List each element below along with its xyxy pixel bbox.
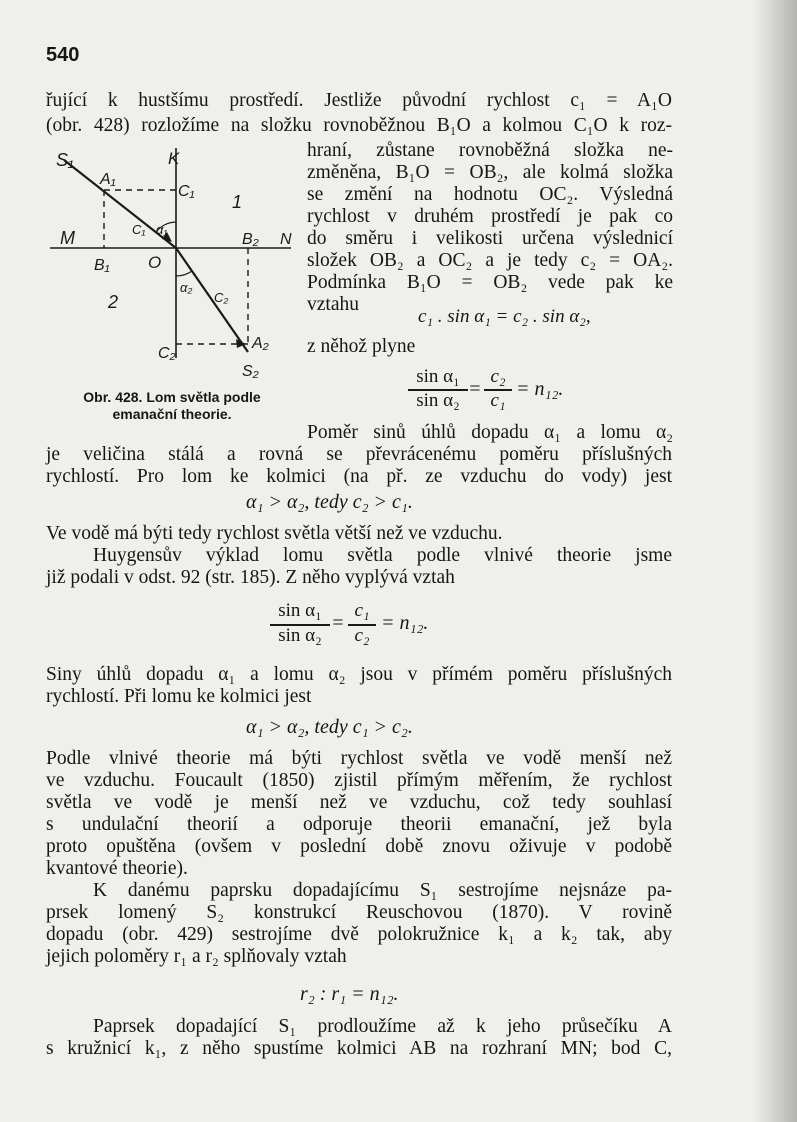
fraction-velocity-ratio: c₂ c₁ — [484, 366, 512, 412]
side-text-line: se změní na hodnotu OC₂. Výsledná — [307, 184, 673, 205]
text-line: rychlostí. Při lomu ke kolmici jest — [46, 686, 312, 707]
label-medium-1: 1 — [232, 192, 243, 212]
book-page: 540 řující k hustšímu prostředí. Jestliže původní rychlost c₁ = A₁O (obr. 428) rozložíme na složku rovnoběžnou B₁O a kolmou C₁O k roz- hraní, zůstane rovnoběžná složka ne- změněna, B₁O = OB₂, ale kolmá složka se změní na hodnotu OC₂. Výsledná rychlost v druhém prostředí je pak co do směru i velikosti určena výslednicí složek OB₂ a OC₂ a je tedy c₂ = OA₂. Podmínka B₁O = OB₂ vede pak ke vztahu c₁ . sin α₁ = c₂ . sin α₂, z něhož plyne sin α₁ sin α₂ = c₂ c₁ = n₁₂. S₁ K A₁ C₁ C₁ α₁ 1 M B₁ O B₂ N 2 α₂ C₂ C₂ A₂ S₂ Obr. 428. Lom světla podle emanační theorie. Poměr sinů úhlů dopadu α₁ a lomu α₂ je veličina stálá a rovná se převrácenému poměru příslušných rychlostí. Pro lom ke kolmici (na př. ze vzduchu do vody) jest α₁ > α₂, tedy c₂ > c₁. Ve vodě má býti tedy rychlost světla větší než ve vzduchu. Huygensův výklad lomu světla podle vlnivé theorie jsme již podali v odst. 92 (str. 185). Z něho vyplývá vztah sin α₁ sin α₂ = c₁ c₂ = n₁₂. Siny úhlů dopadu α₁ a lomu α₂ jsou v přímém poměru příslušných rychlostí. Při lomu ke kolmici jest α₁ > α₂, tedy c₁ > c₂. Podle vlnivé theorie má býti rychlost světla ve vodě menší než ve vzduchu. Foucault (1850) zjistil přímým měřením, že rychlost světla ve vodě je menší než ve vzduchu, což tedy souhlasí s undulační theorií a odporuje theorii emanační, jež byla proto opuštěna (ovšem v poslední době znovu oživuje v podobě kvantové theorie). K danému paprsku dopadajícímu S₁ sestrojíme nejsnáze pa- prsek lomený S₂ konstrukcí Reuschovou (1870). V rovině dopadu (obr. 429) sestrojíme dvě polokružnice k₁ a k₂ tak, aby jejich poloměry r₁ a r₂ splňovaly vztah r₂ : r₁ = n₁₂. Paprsek dopadající S₁ prodloužíme až k jeho průsečíku A s kružnicí k₁, z něho spustíme kolmici AB na rozhraní MN; bod C, — [0, 0, 797, 1122]
formula-snell-emanation: c₁ . sin α₁ = c₂ . sin α₂, — [418, 306, 591, 327]
label-N: N — [280, 231, 292, 248]
text-line: světla ve vodě je menší než ve vzduchu, což tedy souhlasí — [46, 792, 672, 813]
label-O: O — [148, 253, 162, 272]
figure-caption-line: Obr. 428. Lom světla podle — [83, 389, 261, 405]
text-line: jejich poloměry r₁ a r₂ splňovaly vztah — [46, 946, 347, 967]
refracted-ray — [176, 248, 248, 352]
text-line: rychlostí. Pro lom ke kolmici (na př. ze vzduchu do vody) jest — [46, 466, 672, 487]
text-line: je veličina stálá a rovná se převrácenému poměru příslušných — [46, 444, 672, 465]
text-line: Ve vodě má býti tedy rychlost světla větší než ve vzduchu. — [46, 523, 503, 544]
text-line: K danému paprsku dopadajícímu S₁ sestrojíme nejsnáze pa- — [93, 880, 672, 901]
formula-inequality: α₁ > α₂, tedy c₁ > c₂. — [246, 716, 413, 738]
text-line: Siny úhlů dopadu α₁ a lomu α₂ jsou v přímém poměru příslušných — [46, 664, 672, 685]
text-line: kvantové theorie). — [46, 858, 188, 879]
label-S1: S₁ — [56, 150, 74, 170]
side-text-line: Podmínka B₁O = OB₂ vede pak ke — [307, 272, 673, 293]
text-line: s kružnicí k₁, z něho spustíme kolmici AB na rozhraní MN; bod C, — [46, 1038, 672, 1059]
refractive-index: = n₁₂. — [381, 612, 429, 634]
fraction-sin-ratio-wave: sin α₁ sin α₂ — [270, 600, 330, 648]
text-line: Huygensův výklad lomu světla podle vlnivé theorie jsme — [93, 545, 672, 566]
label-medium-2: 2 — [108, 292, 119, 312]
text-line: Podle vlnivé theorie má býti rychlost světla ve vodě menší než — [46, 748, 672, 769]
label-C2-mid: C₂ — [214, 290, 229, 305]
label-C1-top: C₁ — [178, 183, 195, 200]
label-alpha1: α₁ — [156, 222, 168, 237]
label-K: K — [168, 149, 180, 168]
label-B1: B₁ — [94, 257, 110, 274]
text-line: z něhož plyne — [307, 336, 416, 357]
page-edge-shadow — [753, 0, 797, 1122]
text-line: Paprsek dopadající S₁ prodloužíme až k jeho průsečíku A — [93, 1016, 672, 1037]
text-line: prsek lomený S₂ konstrukcí Reuschovou (1870). V rovině — [46, 902, 672, 923]
side-text-line: složek OB₂ a OC₂ a je tedy c₂ = OA₂. — [307, 250, 673, 271]
text-line: ve vzduchu. Foucault (1850) zjistil přímým měřením, že rychlost — [46, 770, 672, 791]
page-number: 540 — [46, 44, 80, 66]
text-line: dopadu (obr. 429) sestrojíme dvě polokružnice k₁ a k₂ tak, aby — [46, 924, 672, 945]
figure-caption-line: emanační theorie. — [112, 406, 232, 422]
label-C1-mid: C₁ — [132, 222, 146, 237]
side-text-line: do směru i velikosti určena výslednicí — [307, 228, 673, 249]
side-text-line: hraní, zůstane rovnoběžná složka ne- — [307, 140, 673, 161]
label-C2: C₂ — [158, 345, 176, 362]
formula-radius-ratio: r₂ : r₁ = n₁₂. — [300, 983, 399, 1005]
text-line: již podali v odst. 92 (str. 185). Z něho vyplývá vztah — [46, 567, 455, 588]
figure-428-refraction-diagram — [46, 140, 296, 388]
label-B2: B₂ — [242, 231, 259, 248]
text-line: Poměr sinů úhlů dopadu α₁ a lomu α₂ — [307, 422, 673, 443]
text-line: řující k hustšímu prostředí. Jestliže původní rychlost c₁ = A₁O — [46, 90, 672, 111]
fraction-sin-ratio: sin α₁ sin α₂ — [408, 366, 468, 412]
side-text-line: změněna, B₁O = OB₂, ale kolmá složka — [307, 162, 673, 183]
formula-inequality: α₁ > α₂, tedy c₂ > c₁. — [246, 491, 413, 513]
fraction-velocity-ratio-wave: c₁ c₂ — [348, 600, 376, 648]
text-line: (obr. 428) rozložíme na složku rovnoběžnou B₁O a kolmou C₁O k roz- — [46, 115, 672, 136]
label-A2: A₂ — [252, 335, 269, 352]
angle-arc-alpha2 — [176, 271, 192, 276]
label-alpha2: α₂ — [180, 280, 193, 295]
text-line: s undulační theorií a odporuje theorii emanační, jež byla — [46, 814, 672, 835]
text-line: proto opuštěna (ovšem v poslední době znovu oživuje v podobě — [46, 836, 672, 857]
side-text-line: vztahu — [307, 294, 359, 315]
side-text-line: rychlost v druhém prostředí je pak co — [307, 206, 673, 227]
label-S2: S₂ — [242, 363, 259, 380]
label-M: M — [60, 228, 75, 248]
refractive-index: = n₁₂. — [516, 378, 564, 400]
label-A1: A₁ — [100, 171, 116, 188]
